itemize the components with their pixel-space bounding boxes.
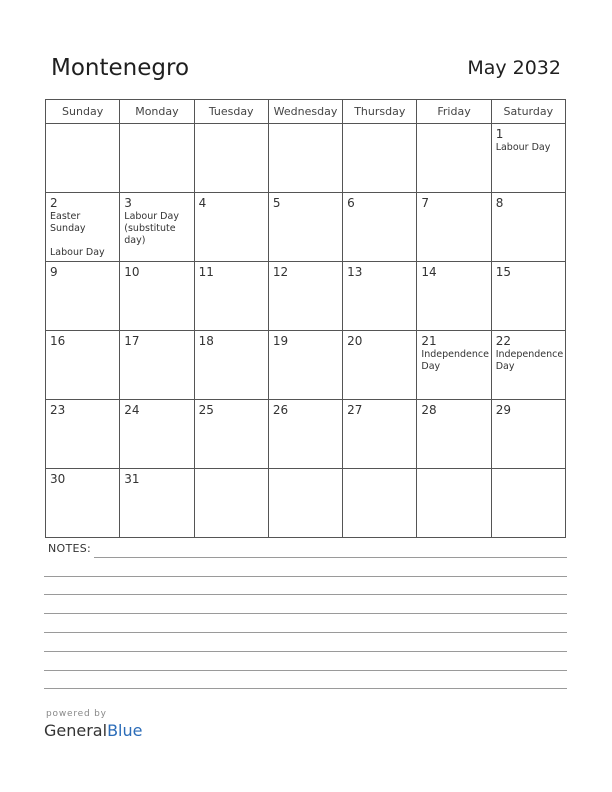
day-number: 17 bbox=[124, 334, 140, 348]
day-number: 13 bbox=[347, 265, 363, 279]
month-calendar-grid bbox=[45, 99, 566, 538]
logo-general-text: General bbox=[44, 721, 108, 740]
day-cell bbox=[46, 193, 120, 262]
weekday-header-row bbox=[46, 100, 566, 124]
day-cell bbox=[120, 124, 194, 193]
note-line bbox=[94, 557, 567, 558]
day-number: 10 bbox=[124, 265, 140, 279]
day-cell bbox=[268, 400, 342, 469]
day-cell bbox=[343, 124, 417, 193]
day-number: 5 bbox=[272, 196, 281, 210]
note-line bbox=[44, 651, 567, 652]
weekday-sunday: Sunday bbox=[46, 100, 120, 124]
weekday-monday: Monday bbox=[120, 100, 194, 124]
week-row bbox=[46, 400, 566, 469]
week-row bbox=[46, 262, 566, 331]
weekday-tuesday: Tuesday bbox=[194, 100, 268, 124]
day-cell bbox=[343, 331, 417, 400]
day-cell bbox=[268, 193, 342, 262]
day-number: 21 bbox=[421, 334, 437, 348]
day-number: 19 bbox=[272, 334, 289, 348]
day-number: 2 bbox=[50, 196, 58, 210]
week-row bbox=[46, 193, 566, 262]
day-cell bbox=[46, 469, 120, 538]
day-number: 3 bbox=[124, 196, 132, 210]
day-number: 1 bbox=[495, 127, 504, 141]
day-number: 25 bbox=[198, 403, 214, 417]
day-number: 9 bbox=[50, 265, 58, 279]
day-cell bbox=[194, 400, 268, 469]
generalblue-logo bbox=[44, 721, 142, 740]
holiday-label: Labour Day bbox=[495, 142, 551, 153]
day-cell bbox=[343, 262, 417, 331]
day-cell bbox=[46, 262, 120, 331]
day-cell bbox=[268, 331, 342, 400]
logo-blue-text: Blue bbox=[107, 721, 143, 740]
day-cell bbox=[343, 193, 417, 262]
day-number: 14 bbox=[421, 265, 437, 279]
day-cell bbox=[417, 469, 491, 538]
day-number: 30 bbox=[50, 472, 66, 486]
holiday-label: Easter Sunday bbox=[50, 211, 86, 234]
day-cell bbox=[417, 193, 491, 262]
holiday-label: Labour Day bbox=[50, 247, 105, 258]
day-cell bbox=[120, 262, 194, 331]
day-cell bbox=[491, 400, 565, 469]
day-number: 12 bbox=[272, 265, 289, 279]
day-cell bbox=[491, 124, 565, 193]
day-cell bbox=[268, 262, 342, 331]
day-number: 24 bbox=[124, 403, 140, 417]
week-row bbox=[46, 124, 566, 193]
weekday-friday: Friday bbox=[417, 100, 491, 124]
calendar-weeks bbox=[46, 124, 566, 538]
day-number: 16 bbox=[50, 334, 66, 348]
calendar-country-title: Montenegro bbox=[51, 55, 190, 81]
day-cell bbox=[194, 193, 268, 262]
note-line bbox=[44, 670, 567, 671]
day-number: 6 bbox=[347, 196, 355, 210]
calendar-month-title: May 2032 bbox=[467, 57, 561, 79]
day-cell bbox=[491, 193, 565, 262]
day-cell bbox=[491, 469, 565, 538]
day-number: 18 bbox=[198, 334, 214, 348]
day-number: 11 bbox=[198, 265, 214, 279]
day-number: 4 bbox=[198, 196, 207, 210]
day-cell bbox=[194, 331, 268, 400]
day-number: 20 bbox=[347, 334, 363, 348]
day-cell bbox=[194, 469, 268, 538]
notes-label: NOTES: bbox=[48, 542, 92, 555]
note-line bbox=[44, 594, 567, 595]
holiday-label: Labour Day (substitute day) bbox=[124, 211, 179, 246]
day-number: 8 bbox=[495, 196, 504, 210]
day-cell bbox=[194, 124, 268, 193]
day-number: 26 bbox=[272, 403, 289, 417]
week-row bbox=[46, 331, 566, 400]
holiday-label: Independence Day bbox=[495, 349, 564, 372]
day-cell bbox=[120, 469, 194, 538]
day-cell bbox=[268, 469, 342, 538]
day-number: 27 bbox=[347, 403, 363, 417]
day-cell bbox=[343, 469, 417, 538]
day-cell bbox=[417, 124, 491, 193]
day-cell bbox=[417, 400, 491, 469]
note-line bbox=[44, 688, 567, 689]
day-cell bbox=[46, 124, 120, 193]
day-cell bbox=[120, 193, 194, 262]
day-number: 29 bbox=[495, 403, 511, 417]
weekday-saturday: Saturday bbox=[491, 100, 565, 124]
day-cell bbox=[194, 262, 268, 331]
note-line bbox=[44, 576, 567, 577]
day-number: 28 bbox=[421, 403, 437, 417]
weekday-thursday: Thursday bbox=[343, 100, 417, 124]
day-number: 15 bbox=[495, 265, 511, 279]
note-line bbox=[44, 632, 567, 633]
day-cell bbox=[343, 400, 417, 469]
day-cell bbox=[417, 331, 491, 400]
day-number: 22 bbox=[495, 334, 511, 348]
powered-by-text: powered by bbox=[46, 709, 107, 719]
day-cell bbox=[491, 262, 565, 331]
day-cell bbox=[268, 124, 342, 193]
week-row bbox=[46, 469, 566, 538]
day-cell bbox=[120, 331, 194, 400]
day-cell bbox=[120, 400, 194, 469]
day-cell bbox=[46, 400, 120, 469]
day-cell bbox=[491, 331, 565, 400]
day-cell bbox=[417, 262, 491, 331]
day-number: 31 bbox=[124, 472, 140, 486]
weekday-wednesday: Wednesday bbox=[268, 100, 342, 124]
day-number: 7 bbox=[421, 196, 430, 210]
note-line bbox=[44, 613, 567, 614]
holiday-label: Independence Day bbox=[421, 349, 489, 372]
day-cell bbox=[46, 331, 120, 400]
day-number: 23 bbox=[50, 403, 66, 417]
